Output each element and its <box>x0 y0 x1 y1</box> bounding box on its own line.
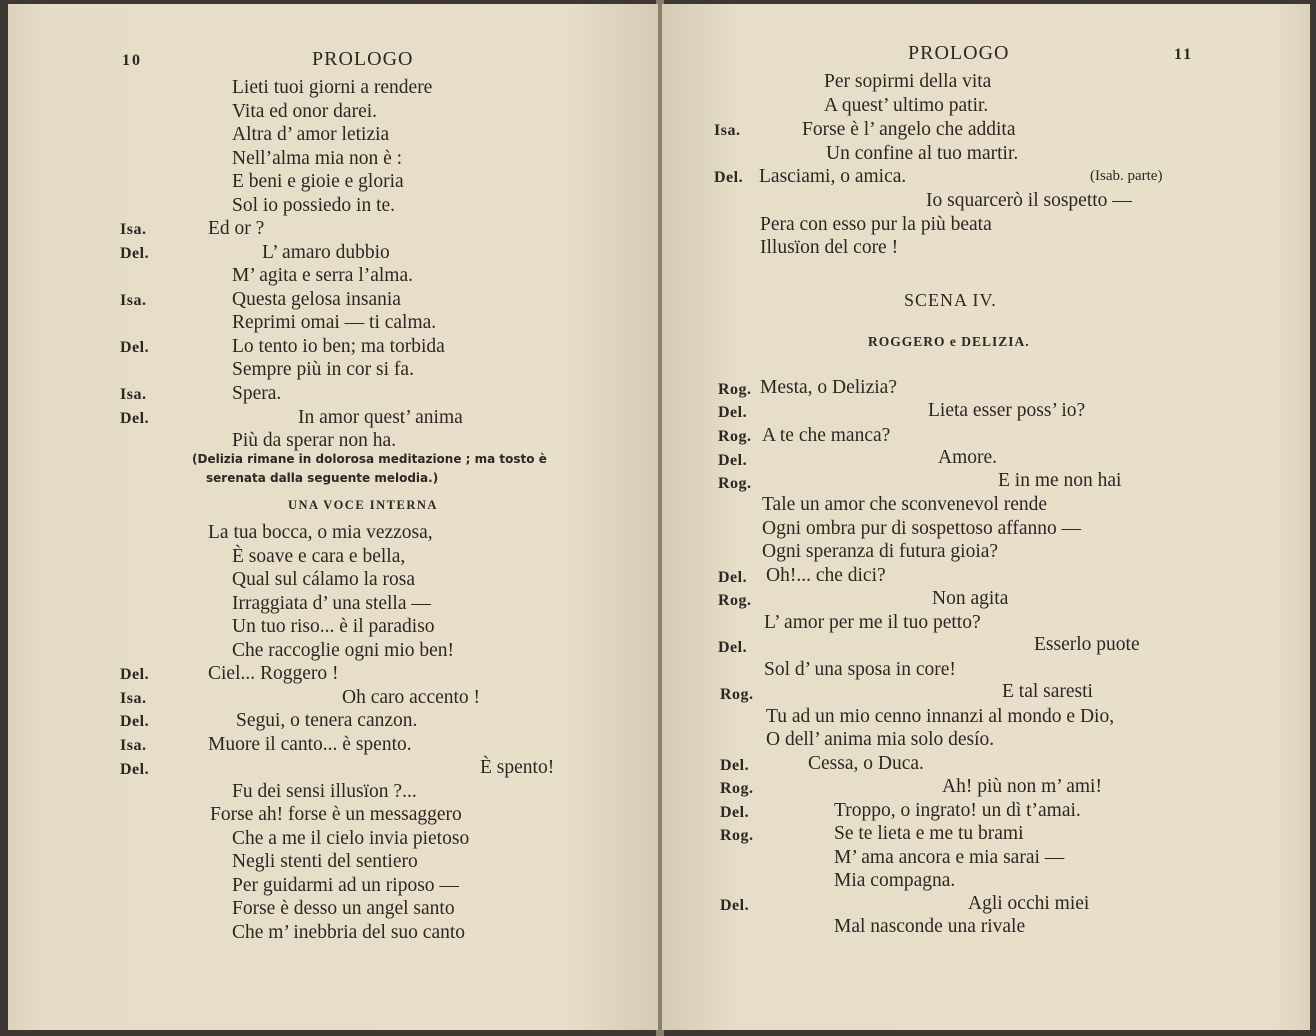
verse-line: Lieta esser poss’ io? <box>928 400 1086 421</box>
scene-title: SCENA IV. <box>904 290 997 310</box>
verse-line: È spento! <box>480 757 555 778</box>
right-page <box>662 4 1310 1030</box>
verse-line: Illusïon del core ! <box>760 237 899 258</box>
verse-line: E tal saresti <box>1002 681 1093 702</box>
left-page <box>8 4 658 1030</box>
verse-line: Tale un amor che sconvenevol rende <box>762 494 1048 515</box>
verse-line: Troppo, o ingrato! un dì t’amai. <box>834 800 1081 821</box>
verse-line: Vita ed onor darei. <box>232 101 378 122</box>
verse-line: Per sopirmi della vita <box>824 71 992 92</box>
speaker-label: Del. <box>718 569 748 586</box>
speaker-label: Del. <box>120 410 150 427</box>
verse-line: Un confine al tuo martir. <box>826 143 1019 164</box>
song-line: Qual sul cálamo la rosa <box>232 569 416 590</box>
speaker-label: Del. <box>714 169 744 186</box>
verse-line: Lieti tuoi giorni a rendere <box>232 77 433 98</box>
verse-line: Amore. <box>938 447 998 468</box>
speaker-label: Del. <box>120 666 150 683</box>
verse-line: Questa gelosa insania <box>232 289 401 310</box>
speaker-label: Isa. <box>120 292 147 309</box>
song-line: Irraggiata d’ una stella — <box>232 593 431 614</box>
running-head: PROLOGO <box>312 48 414 70</box>
song-line: È soave e cara e bella, <box>232 546 406 567</box>
verse-line: Ed or ? <box>208 218 265 239</box>
verse-line: A te che manca? <box>762 425 891 446</box>
verse-line: Per guidarmi ad un riposo — <box>232 875 459 896</box>
verse-line: Ah! più non m’ ami! <box>942 776 1102 797</box>
verse-line: Ogni speranza di futura gioia? <box>762 541 999 562</box>
speaker-label: Rog. <box>718 428 752 445</box>
verse-line: Mal nasconde una rivale <box>834 916 1026 937</box>
speaker-label: Del. <box>120 761 150 778</box>
speaker-label: Del. <box>720 757 750 774</box>
verse-line: Forse è desso un angel santo <box>232 898 455 919</box>
verse-line: Ciel... Roggero ! <box>208 663 339 684</box>
verse-line: Pera con esso pur la più beata <box>760 214 992 235</box>
speaker-label: Del. <box>718 404 748 421</box>
speaker-label: Rog. <box>720 686 754 703</box>
verse-line: Oh!... che dici? <box>766 565 886 586</box>
speaker-label: Del. <box>120 245 150 262</box>
verse-line: Non agita <box>932 588 1009 609</box>
verse-line: Forse è l’ angelo che addita <box>802 119 1016 140</box>
verse-line: Ogni ombra pur di sospettoso affanno — <box>762 518 1082 539</box>
verse-line: Reprimi omai — ti calma. <box>232 312 437 333</box>
verse-line: Spera. <box>232 383 282 404</box>
speaker-label: Del. <box>120 339 150 356</box>
voice-heading: UNA VOCE INTERNA <box>288 498 438 512</box>
speaker-label: Del. <box>720 897 750 914</box>
verse-line: Segui, o tenera canzon. <box>236 710 418 731</box>
verse-line: Se te lieta e me tu brami <box>834 823 1024 844</box>
verse-line: Muore il canto... è spento. <box>208 734 412 755</box>
verse-line: Fu dei sensi illusïon ?... <box>232 781 417 802</box>
verse-line: Negli stenti del sentiero <box>232 851 418 872</box>
verse-line: Tu ad un mio cenno innanzi al mondo e Dio, <box>766 706 1115 727</box>
verse-line: Cessa, o Duca. <box>808 753 924 774</box>
verse-line: Mesta, o Delizia? <box>760 377 897 398</box>
speaker-label: Rog. <box>718 381 752 398</box>
scene-characters: ROGGERO e DELIZIA. <box>868 334 1030 349</box>
speaker-label: Rog. <box>718 592 752 609</box>
speaker-label: Del. <box>120 713 150 730</box>
speaker-label: Del. <box>718 452 748 469</box>
speaker-label: Isa. <box>120 221 147 238</box>
running-head: PROLOGO <box>908 42 1010 64</box>
verse-line: Che m’ inebbria del suo canto <box>232 922 466 943</box>
verse-line: Che a me il cielo invia pietoso <box>232 828 470 849</box>
song-line: Che raccoglie ogni mio ben! <box>232 640 455 661</box>
verse-line: Nell’alma mia non è : <box>232 148 403 169</box>
verse-line: Forse ah! forse è un messaggero <box>210 804 462 825</box>
verse-line: In amor quest’ anima <box>298 407 463 428</box>
page-number: 10 <box>122 52 142 69</box>
speaker-label: Rog. <box>720 827 754 844</box>
song-line: La tua bocca, o mia vezzosa, <box>208 522 433 543</box>
verse-line: Mia compagna. <box>834 870 956 891</box>
verse-line: Altra d’ amor letizia <box>232 124 390 145</box>
verse-line: Oh caro accento ! <box>342 687 481 708</box>
verse-line: Sol io possiedo in te. <box>232 195 396 216</box>
verse-line: Lasciami, o amica. <box>759 166 907 187</box>
verse-line: E beni e gioie e gloria <box>232 171 404 192</box>
verse-line: O dell’ anima mia solo desío. <box>766 729 995 750</box>
stage-note: (Isab. parte) <box>1090 168 1163 184</box>
page-number: 11 <box>1174 46 1194 63</box>
speaker-label: Isa. <box>120 690 147 707</box>
verse-line: M’ agita e serra l’alma. <box>232 265 414 286</box>
verse-line: Esserlo puote <box>1034 634 1140 655</box>
speaker-label: Isa. <box>120 737 147 754</box>
speaker-label: Rog. <box>718 475 752 492</box>
stage-direction: serenata dalla seguente melodia.) <box>206 471 439 485</box>
verse-line: L’ amaro dubbio <box>262 242 390 263</box>
verse-line: Sempre più in cor si fa. <box>232 359 414 380</box>
verse-line: Più da sperar non ha. <box>232 430 397 451</box>
verse-line: Lo tento io ben; ma torbida <box>232 336 445 357</box>
speaker-label: Rog. <box>720 780 754 797</box>
stage-direction: (Delizia rimane in dolorosa meditazione ; ma tosto è <box>192 452 547 466</box>
verse-line: Sol d’ una sposa in core! <box>764 659 956 680</box>
speaker-label: Isa. <box>714 122 741 139</box>
verse-line: M’ ama ancora e mia sarai — <box>834 847 1065 868</box>
verse-line: Agli occhi miei <box>968 893 1090 914</box>
verse-line: L’ amor per me il tuo petto? <box>764 612 981 633</box>
verse-line: Io squarcerò il sospetto — <box>926 190 1132 211</box>
verse-line: E in me non hai <box>998 470 1122 491</box>
speaker-label: Isa. <box>120 386 147 403</box>
speaker-label: Del. <box>720 804 750 821</box>
verse-line: A quest’ ultimo patir. <box>824 95 989 116</box>
song-line: Un tuo riso... è il paradiso <box>232 616 435 637</box>
speaker-label: Del. <box>718 639 748 656</box>
